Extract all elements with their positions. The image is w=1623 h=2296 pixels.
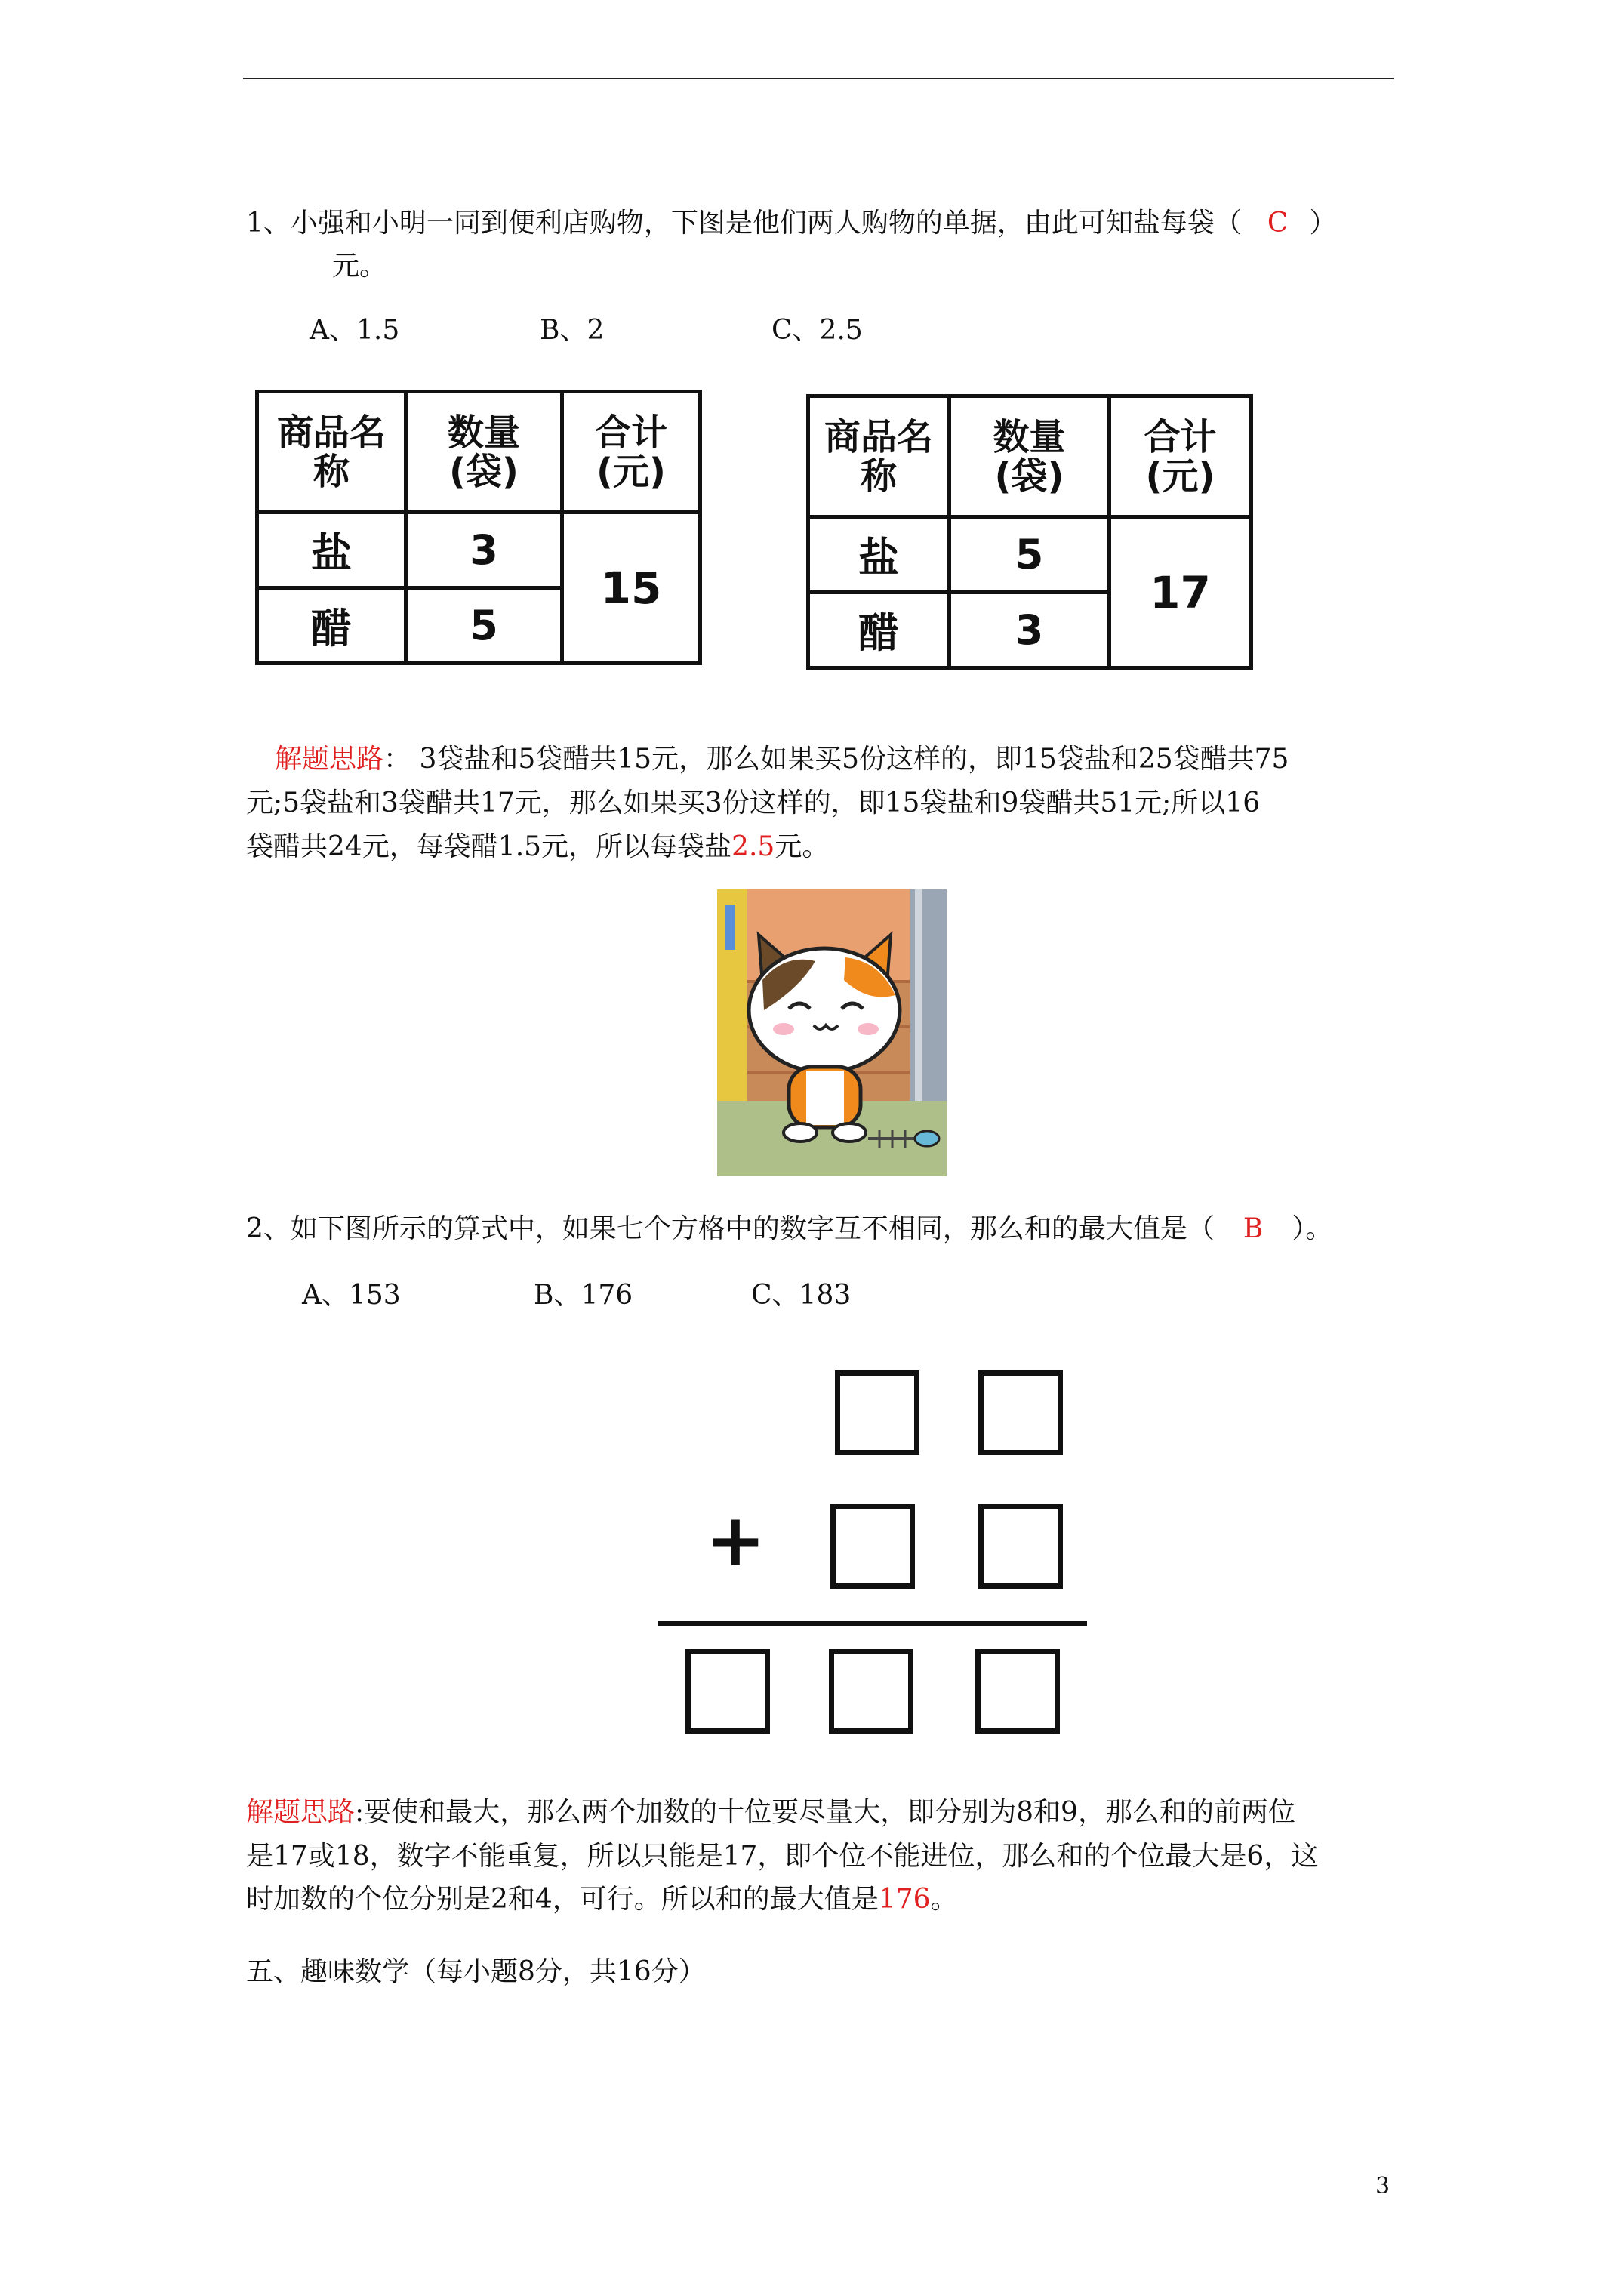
addend1-tens-box [835,1370,919,1455]
q2-answer: B [1243,1213,1264,1244]
q1-option-c: C、2.5 [771,315,863,346]
receipt-right-item-salt: 盐 [808,517,950,593]
q2-solution-line2: 是17或18，数字不能重复，所以只能是17，即个位不能进位，那么和的个位最大是6，这 [246,1841,1319,1872]
q1-option-a: A、1.5 [310,315,400,346]
section-5-heading: 五、趣味数学（每小题8分，共16分） [246,1956,706,1987]
receipt-right-total: 17 [1110,517,1252,668]
q1-solution-line1: 解题思路： 3袋盐和5袋醋共15元，那么如果买5份这样的，即15袋盐和25袋醋共75 [275,744,1289,775]
receipt-left-total: 15 [562,513,701,664]
receipt-right-header-qty: 数量(袋) [950,396,1110,517]
q2-option-a: A、153 [302,1280,401,1311]
q1-stem-close: ） [1309,208,1337,239]
receipt-left-header-name: 商品名称 [257,392,406,513]
receipt-left [255,390,702,665]
q1-stem-line2: 元。 [332,251,387,282]
receipt-left-qty-vinegar: 5 [406,588,562,664]
q2-solution-label: 解题思路 [246,1797,356,1828]
receipt-right-qty-vinegar: 3 [950,593,1110,668]
receipt-left-item-vinegar: 醋 [257,588,406,664]
sum-tens-box [829,1649,913,1734]
q2-stem-text: 2、如下图所示的算式中，如果七个方格中的数字互不相同，那么和的最大值是（ [246,1213,1215,1244]
q2-stem-close: ）。 [1292,1213,1333,1244]
addend1-ones-box [978,1370,1063,1455]
q2-stem [246,1213,1333,1244]
q1-solution-answer: 2.5 [731,831,775,862]
q1-solution-line3: 袋醋共24元，每袋醋1.5元，所以每袋盐2.5元。 [246,831,830,862]
q1-option-b: B、2 [540,315,605,346]
receipt-right-item-vinegar: 醋 [808,593,950,668]
receipt-left-item-salt: 盐 [257,513,406,588]
receipt-left-header-qty: 数量(袋) [406,392,562,513]
sum-ones-box [975,1649,1060,1734]
q1-solution-line2: 元;5袋盐和3袋醋共17元，那么如果买3份这样的，即15袋盐和9袋醋共51元;所以16 [246,787,1261,818]
q1-stem-line1 [246,210,1336,237]
receipt-left-header-total: 合计(元) [562,392,701,513]
header-rule [243,78,1394,79]
q2-option-b: B、176 [534,1280,633,1311]
q1-stem-text: 1、小强和小明一同到便利店购物，下图是他们两人购物的单据，由此可知盐每袋（ [246,208,1242,239]
q2-solution-line1: 解题思路:要使和最大，那么两个加数的十位要尽量大，即分别为8和9，那么和的前两位 [246,1797,1295,1828]
plus-sign: + [705,1498,766,1583]
receipt-right-qty-salt: 5 [950,517,1110,593]
q2-solution-line3: 时加数的个位分别是2和4，可行。所以和的最大值是176。 [246,1884,958,1915]
receipt-right-header-name: 商品名称 [808,396,950,517]
page-number: 3 [1375,2173,1390,2199]
addend2-tens-box [830,1504,915,1589]
q1-solution-label: 解题思路 [275,744,384,775]
sum-line [658,1621,1087,1626]
q2-option-c: C、183 [751,1280,852,1311]
receipt-left-qty-salt: 3 [406,513,562,588]
q2-solution-answer: 176 [878,1884,931,1915]
sum-hundreds-box [685,1649,770,1734]
q1-answer: C [1267,208,1289,239]
receipt-right [806,394,1253,670]
addend2-ones-box [978,1504,1063,1589]
receipt-right-header-total: 合计(元) [1110,396,1252,517]
cat-illustration [717,889,947,1176]
